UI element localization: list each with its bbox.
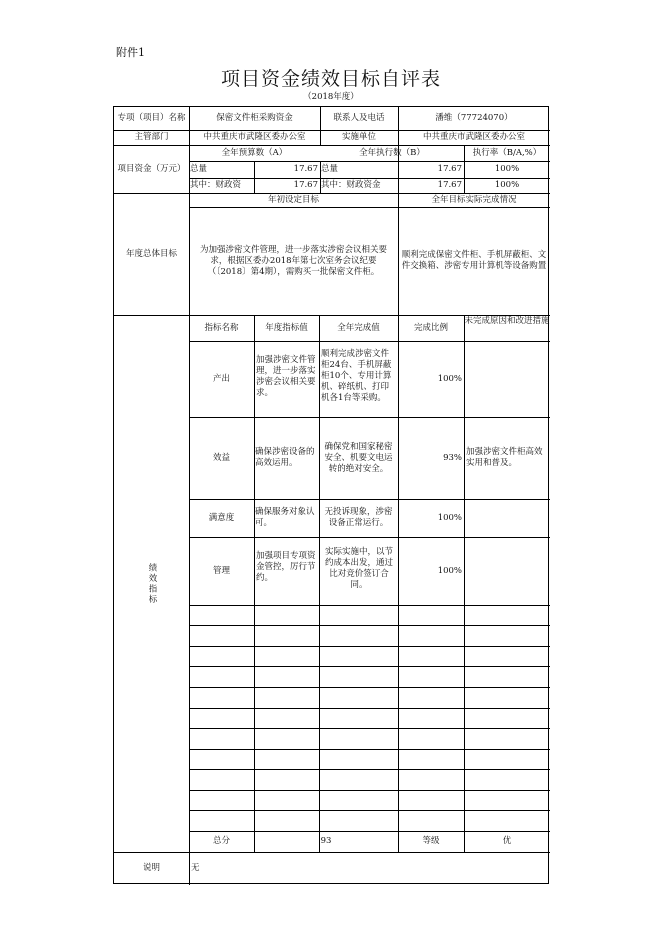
indicator-name: 管理 [212, 565, 230, 576]
indicator-ratio: 100% [437, 373, 462, 384]
indicator-target-header: 年度指标值 [265, 322, 308, 333]
project-name-label: 专项（项目）名称 [117, 113, 186, 123]
report-year: （2018年度） [303, 92, 359, 102]
indicator-target: 确保服务对象认可。 [255, 507, 315, 528]
funds-row-rate: 100% [494, 180, 520, 190]
indicator-reason [464, 341, 550, 417]
funds-row-exec: 17.67 [437, 164, 462, 174]
project-name-value: 保密文件柜采购资金 [216, 113, 293, 123]
funds-row-rate: 100% [494, 164, 520, 174]
notes-label: 说明 [142, 863, 160, 873]
department-label: 主管部门 [134, 132, 169, 142]
funds-row-budget: 17.67 [293, 164, 318, 174]
indicator-reason [464, 537, 550, 605]
budget-header: 全年预算数（A） [221, 147, 288, 158]
execution-rate-header: 执行率（B/A,%） [472, 147, 542, 158]
grade-value: 优 [502, 836, 512, 846]
indicator-actual: 顺利完成涉密文件柜24台、手机屏蔽柜10个、专用计算机、碎纸机、打印机各1台等采购。 [321, 349, 392, 403]
actual-completion-text: 顺利完成保密文件柜、手机屏蔽柜、文件交换箱、涉密专用计算机等设备购置 [401, 250, 547, 271]
performance-indicators-label: 绩效指标 [147, 562, 157, 605]
notes-value: 无 [191, 863, 200, 873]
indicator-name: 效益 [212, 452, 230, 463]
indicator-reason [464, 499, 550, 537]
indicator-actual-header: 全年完成值 [337, 322, 380, 333]
indicator-name: 产出 [212, 373, 230, 384]
funds-row-label: 其中：财政资 [190, 180, 242, 190]
funds-row-exec-label: 总量 [321, 164, 339, 174]
indicator-reason: 加强涉密文件柜高效实用和普及。 [466, 447, 543, 468]
contact-value: 潘维（77724070） [435, 113, 513, 123]
indicator-name: 满意度 [208, 512, 235, 523]
annex-label: 附件1 [116, 46, 145, 59]
initial-target-text: 为加强涉密文件管理，进一步落实涉密会议相关要求，根据区委办2018年第七次室务会议纪要（〔2018〕第4期），需购买一批保密文件柜。 [199, 244, 387, 277]
implementing-unit-value: 中共重庆市武隆区委办公室 [422, 132, 525, 142]
indicator-target: 加强项目专项资金管控，厉行节约。 [256, 551, 316, 583]
department-value: 中共重庆市武隆区委办公室 [203, 132, 306, 142]
project-funds-label: 项目资金（万元） [117, 163, 186, 174]
indicator-actual: 确保党和国家秘密安全、机要文电运转的绝对安全。 [324, 441, 393, 474]
page-title: 项目资金绩效目标自评表 [220, 68, 441, 90]
funds-row-budget: 17.67 [293, 180, 318, 190]
indicator-ratio: 100% [437, 565, 462, 576]
total-score-label: 总分 [212, 836, 230, 846]
grade-label: 等级 [422, 836, 440, 846]
execution-header: 全年执行数（B） [359, 147, 425, 158]
annual-goal-label: 年度总体目标 [125, 248, 177, 259]
indicator-ratio: 93% [443, 452, 462, 463]
actual-completion-header: 全年目标实际完成情况 [431, 194, 517, 205]
indicator-reason-header: 未完成原因和改进措施 [464, 316, 550, 326]
contact-label: 联系人及电话 [333, 113, 385, 123]
evaluation-table [113, 106, 549, 884]
funds-row-label: 总量 [190, 164, 208, 174]
funds-row-exec-label: 其中：财政资金 [321, 180, 381, 190]
funds-row-exec: 17.67 [437, 180, 462, 190]
indicator-ratio: 100% [437, 512, 462, 523]
implementing-unit-label: 实施单位 [341, 132, 376, 142]
indicator-name-header: 指标名称 [204, 322, 239, 333]
indicator-actual: 实际实施中，以节约成本出发，通过比对竞价签订合同。 [324, 547, 393, 590]
total-score-value: 93 [320, 836, 332, 846]
indicator-ratio-header: 完成比例 [413, 322, 448, 333]
initial-target-header: 年初设定目标 [267, 194, 319, 205]
indicator-target: 加强涉密文件管理，进一步落实涉密会议相关要求。 [256, 355, 316, 398]
indicator-actual: 无投诉现象，涉密设备正常运行。 [324, 507, 393, 528]
indicator-target: 确保涉密设备的高效运用。 [255, 447, 315, 468]
